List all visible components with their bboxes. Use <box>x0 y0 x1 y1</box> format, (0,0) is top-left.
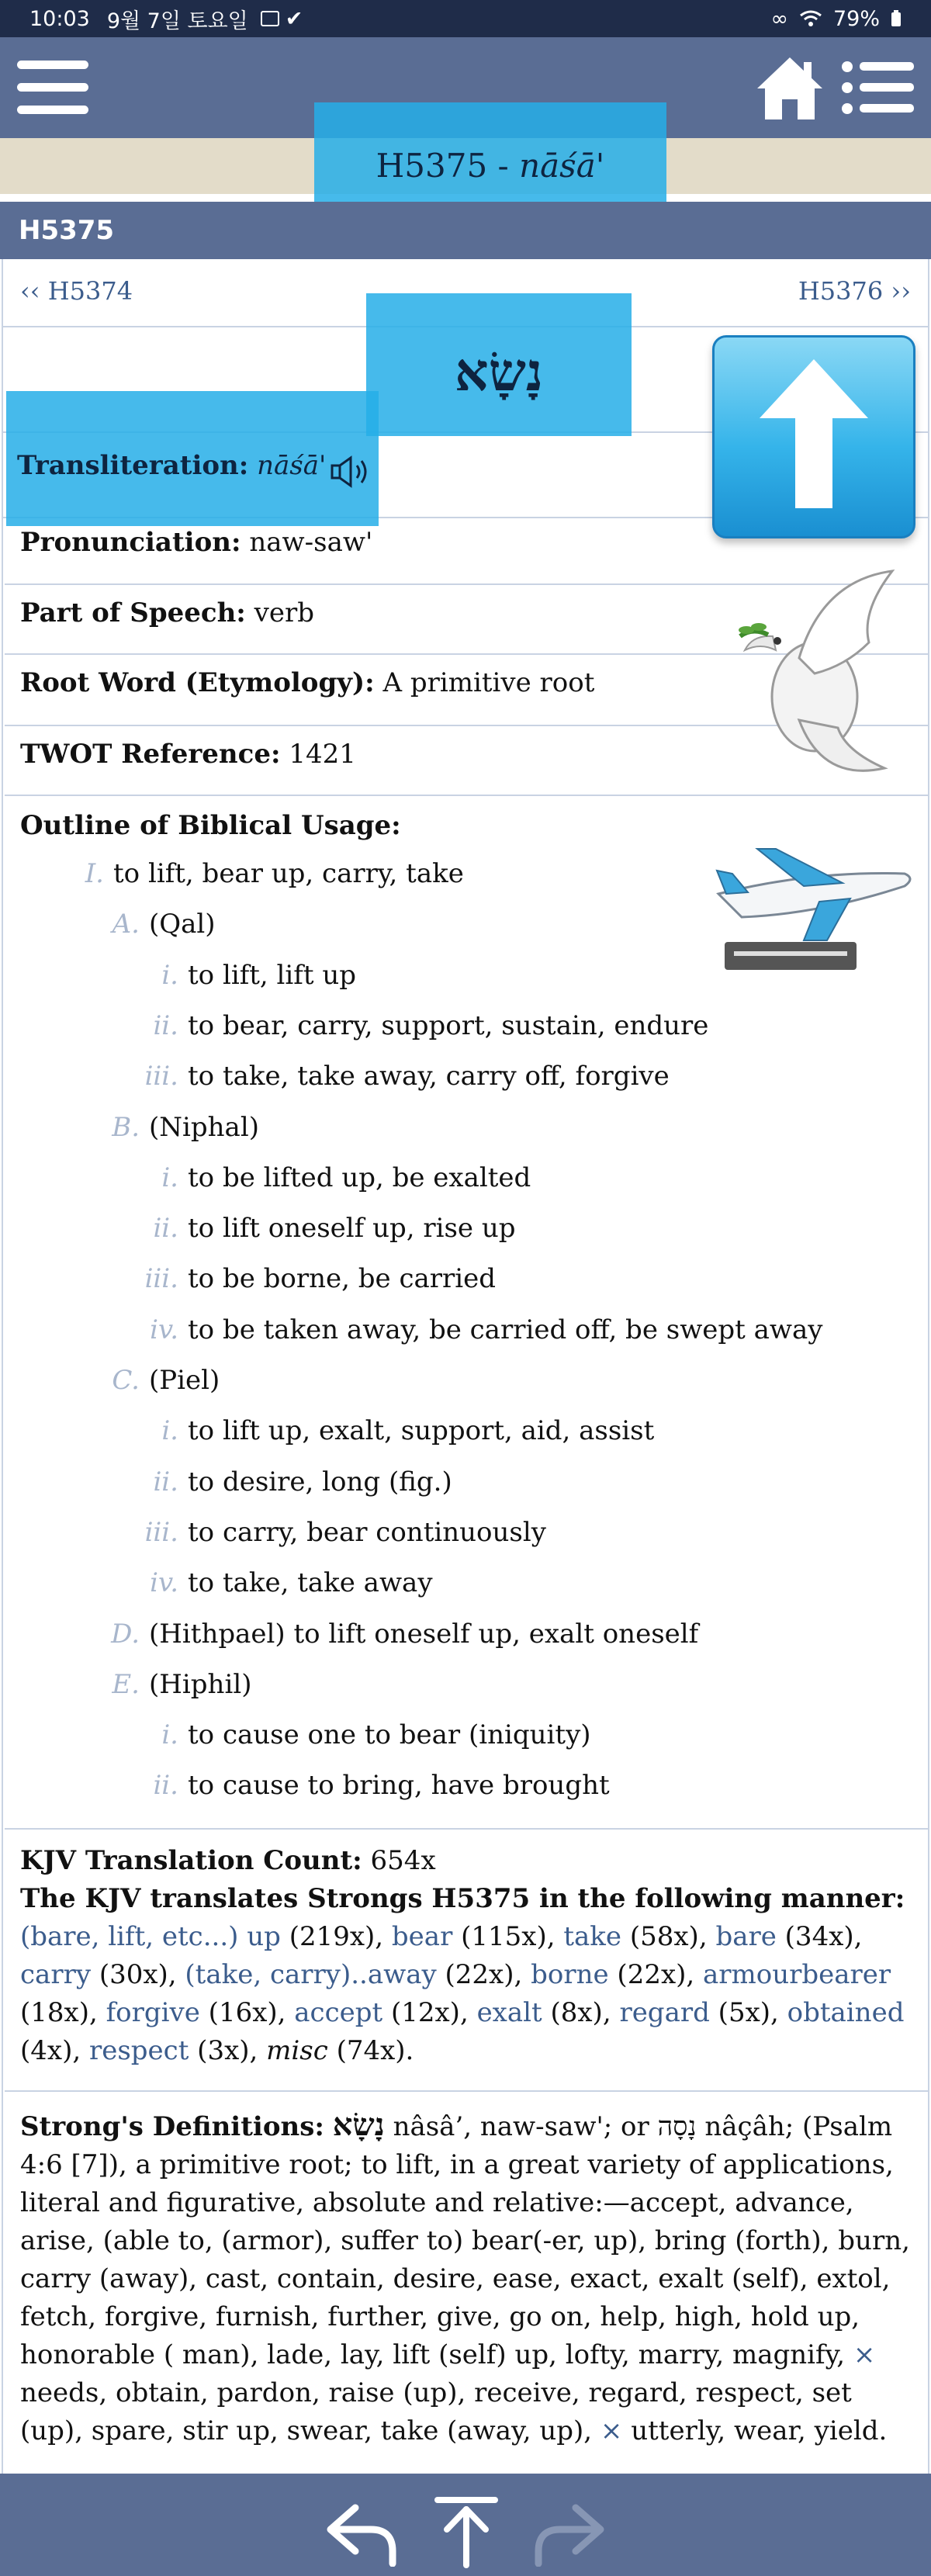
dove-icon <box>729 565 900 781</box>
kjv-manner <box>20 1880 912 2070</box>
outline-text: to be borne, be carried <box>188 1263 497 1295</box>
outline-item <box>3 1719 591 1750</box>
hebrew-word: נָשָׂא <box>455 341 543 403</box>
page-title <box>314 138 666 194</box>
status-time: 10:03 <box>29 6 90 31</box>
pronunciation <box>20 527 372 558</box>
kjv-word-count: (34x), <box>776 1921 863 1952</box>
kjv-word-count: (12x), <box>382 1997 477 2028</box>
strongs-label: Strong's Definitions: <box>20 2111 324 2142</box>
kjv-word-link[interactable]: (bare, lift, etc...) up <box>20 1921 281 1952</box>
outline-marker: C. <box>112 1365 140 1396</box>
twot-value: 1421 <box>289 739 356 770</box>
kjv-word-link[interactable]: bear <box>391 1921 453 1952</box>
kjv-word-link[interactable]: regard <box>619 1997 710 2028</box>
kjv-word-link[interactable]: accept <box>294 1997 383 2028</box>
image-notification-icon <box>261 11 279 26</box>
outline-marker: i. <box>161 959 178 991</box>
bottom-nav-bar <box>0 2474 931 2576</box>
status-date: 9월 7일 토요일 <box>106 9 248 33</box>
strongs-text-1: nâsâ’, naw-saw'; or נָסָה nâçâh; (Psalm 4:6 [7]), a primitive root; to lift, in a great variety of applications, literal and figurative, absolute and relative:—accept, advance, arise, (able to, (armor), suffer to) bear(-er, up), bring (forth), burn, carry (away), cast, contain, desire, ease, exact, exalt (self), extol, fetch, forgive, furnish, further, give, go on, help, high, hold up, honorable ( man), lade, lay, lift (self) up, lofty, marry, magnify, <box>20 2111 910 2370</box>
kjv-word-link[interactable]: borne <box>531 1959 609 1990</box>
kjv-word-link[interactable]: obtained <box>787 1997 905 2028</box>
kjv-word-link[interactable]: take <box>563 1921 622 1952</box>
outline-marker: iv. <box>150 1314 178 1345</box>
outline-text: to be taken away, be carried off, be swept away <box>188 1314 823 1345</box>
times-mark-1[interactable]: × <box>853 2339 876 2370</box>
outline-label: Outline of Biblical Usage: <box>20 810 401 841</box>
strongs-text-3: utterly, wear, yield. <box>631 2415 888 2446</box>
up-arrow-icon[interactable] <box>712 335 915 538</box>
outline-item <box>3 1619 698 1650</box>
root-word <box>20 667 594 698</box>
outline-marker: D. <box>111 1618 140 1650</box>
wifi-icon <box>799 9 822 28</box>
outline-item <box>3 1213 516 1244</box>
outline-item <box>3 1061 670 1092</box>
kjv-word-link[interactable]: armourbearer <box>703 1959 891 1990</box>
pos-label: Part of Speech: <box>20 597 246 628</box>
outline-item <box>3 1517 546 1548</box>
transliteration-label: Transliteration: <box>17 450 249 481</box>
kjv-word-count: (58x), <box>621 1921 716 1952</box>
outline-item <box>3 1770 610 1801</box>
outline-text: to lift oneself up, rise up <box>188 1213 516 1245</box>
kjv-word-link[interactable]: forgive <box>106 1997 200 2028</box>
outline-item <box>3 858 464 889</box>
kjv-word-count: (4x), <box>20 2035 89 2066</box>
outline-marker: ii. <box>153 1213 178 1245</box>
kjv-word-count: (3x), <box>189 2035 267 2066</box>
kjv-section <box>20 1842 912 2070</box>
twot-label: TWOT Reference: <box>20 739 281 770</box>
back-icon[interactable] <box>324 2497 399 2567</box>
pos-value: verb <box>254 597 315 628</box>
outline-text: (Niphal) <box>149 1111 259 1143</box>
kjv-word-count: (219x), <box>280 1921 392 1952</box>
outline-text: to desire, long (fig.) <box>188 1466 452 1497</box>
outline-text: to take, take away <box>188 1567 433 1599</box>
kjv-word-link[interactable]: (take, carry)..away <box>185 1959 437 1990</box>
outline-text: (Hithpael) to lift oneself up, exalt oneself <box>149 1618 699 1650</box>
outline-marker: iii. <box>144 1516 178 1548</box>
outline-marker: i. <box>161 1719 178 1751</box>
battery-icon <box>891 10 902 27</box>
outline-item <box>3 1365 220 1396</box>
hamburger-icon[interactable] <box>17 61 88 115</box>
home-icon[interactable] <box>754 54 825 121</box>
outline-marker: iii. <box>144 1061 178 1092</box>
outline-text: to lift up, exalt, support, aid, assist <box>188 1415 655 1447</box>
check-notification-icon: ✔ <box>285 6 303 31</box>
outline-item <box>3 1263 496 1294</box>
outline-text: to cause to bring, have brought <box>188 1770 610 1802</box>
kjv-word-count: (5x), <box>709 1997 787 2028</box>
outline-marker: E. <box>112 1668 140 1700</box>
strongs-definition <box>20 2106 912 2450</box>
kjv-count-label: KJV Translation Count: <box>20 1845 362 1876</box>
outline-item <box>3 1567 433 1598</box>
outline-marker: iii. <box>144 1263 178 1295</box>
outline-text: to lift, lift up <box>188 959 357 991</box>
outline-marker: A. <box>112 909 140 940</box>
outline-text: to be lifted up, be exalted <box>188 1162 531 1193</box>
outline-marker: B. <box>112 1111 140 1143</box>
outline-text: (Qal) <box>149 909 216 940</box>
outline-text: to carry, bear continuously <box>188 1516 546 1548</box>
kjv-word-count: (115x), <box>452 1921 564 1952</box>
kjv-word-count: (16x), <box>199 1997 295 2028</box>
link-status-icon: ∞ <box>770 6 788 31</box>
outline-marker: i. <box>161 1162 178 1193</box>
kjv-misc-count: (74x). <box>336 2035 414 2066</box>
kjv-count <box>20 1842 912 1880</box>
kjv-word-count: (22x), <box>608 1959 704 1990</box>
outline-text: to take, take away, carry off, forgive <box>188 1061 670 1092</box>
kjv-items <box>20 1921 904 2066</box>
kjv-word-link[interactable]: bare <box>715 1921 777 1952</box>
outline-item <box>3 1314 823 1345</box>
speaker-icon[interactable] <box>331 455 374 489</box>
outline-text: (Hiphil) <box>149 1668 252 1700</box>
battery-level: 79% <box>832 6 880 31</box>
part-of-speech <box>20 597 314 628</box>
outline-marker: i. <box>161 1415 178 1447</box>
kjv-word-count: (22x), <box>436 1959 531 1990</box>
kjv-word-count: (18x), <box>20 1997 106 2028</box>
next-entry-link[interactable]: H5376 ›› <box>798 276 911 306</box>
outline-marker: ii. <box>153 1009 178 1041</box>
kjv-word-count: (30x), <box>91 1959 185 1990</box>
kjv-word-link[interactable]: exalt <box>476 1997 542 2028</box>
status-bar <box>0 0 931 37</box>
prev-entry-link[interactable]: ‹‹ H5374 <box>20 276 133 306</box>
transliteration-value: nāśā' <box>257 450 327 481</box>
outline-item <box>3 1162 531 1193</box>
outline-item <box>3 1669 251 1700</box>
outline-item <box>3 960 356 991</box>
pronunciation-value: naw-saw' <box>249 527 373 558</box>
section-header: H5375 <box>0 202 931 259</box>
outline-item <box>3 909 216 940</box>
root-value: A primitive root <box>382 667 595 698</box>
outline-marker: iv. <box>150 1567 178 1599</box>
times-mark-2[interactable]: × <box>600 2415 623 2446</box>
pronunciation-label: Pronunciation: <box>20 527 241 558</box>
outline-text: (Piel) <box>149 1365 220 1396</box>
twot-reference <box>20 739 356 770</box>
outline-marker: I. <box>85 858 104 889</box>
transliteration <box>17 450 326 481</box>
kjv-manner-label: The KJV translates Strongs H5375 in the following manner: <box>20 1883 905 1914</box>
outline-item <box>3 1466 452 1497</box>
outline-item <box>3 1010 708 1041</box>
kjv-word-count: (8x), <box>542 1997 620 2028</box>
root-label: Root Word (Etymology): <box>20 667 375 698</box>
list-icon[interactable] <box>841 61 915 115</box>
kjv-word-link[interactable]: respect <box>88 2035 189 2066</box>
scroll-top-icon[interactable] <box>431 2495 501 2568</box>
outline-text: to bear, carry, support, sustain, endure <box>188 1009 709 1041</box>
notification-icons <box>261 7 303 31</box>
kjv-misc-word: misc <box>266 2035 328 2066</box>
forward-icon[interactable] <box>532 2497 607 2567</box>
outline-heading <box>20 810 401 841</box>
outline-text: to cause one to bear (iniquity) <box>188 1719 591 1751</box>
strongs-text-2: needs, obtain, pardon, raise (up), receive, regard, respect, set (up), spare, stir up, swear, take (away, up), <box>20 2377 852 2446</box>
kjv-count-value: 654x <box>370 1845 436 1876</box>
kjv-word-link[interactable]: carry <box>20 1959 92 1990</box>
outline-marker: ii. <box>153 1466 178 1497</box>
outline-item <box>3 1112 259 1143</box>
title-code: H5375 - <box>376 147 520 185</box>
outline-marker: ii. <box>153 1770 178 1802</box>
title-transliteration: nāśā' <box>519 147 605 185</box>
airplane-icon <box>711 840 917 978</box>
outline-item <box>3 1415 654 1446</box>
outline-text: to lift, bear up, carry, take <box>113 858 464 889</box>
strongs-hebrew: נָשָׂא <box>332 2107 385 2143</box>
